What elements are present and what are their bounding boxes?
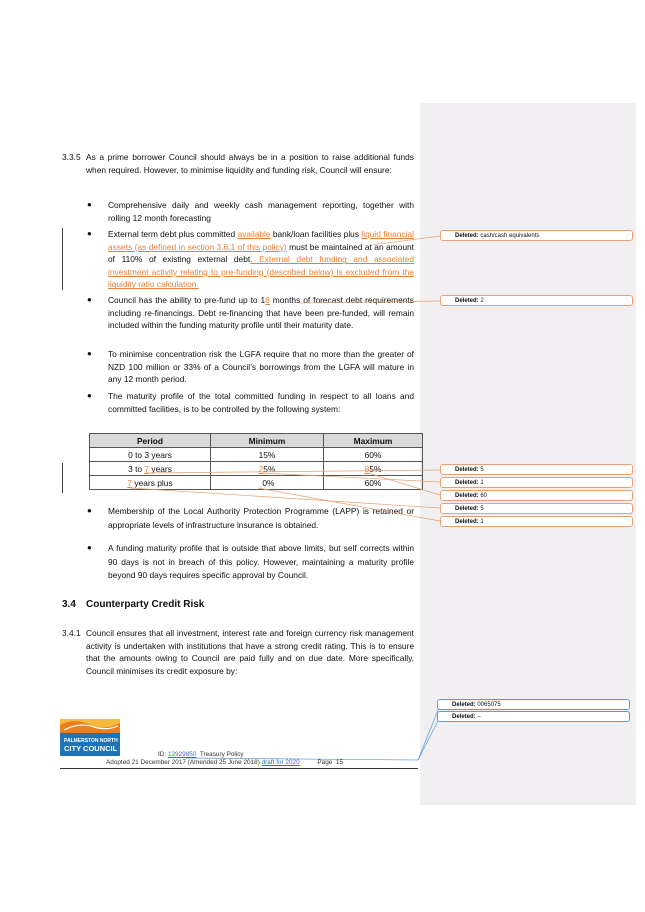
- comment-balloon[interactable]: [437, 699, 630, 710]
- footer-id-label: ID:: [158, 751, 167, 758]
- bullet-text: The maturity profile of the total committed funding in respect to all loans and committed facilities, is to be controlled by the following system:: [108, 391, 414, 414]
- text-run: 5%: [263, 463, 276, 474]
- comment-text: 0065075: [477, 702, 501, 708]
- footer-draft-text: draft for 2020: [261, 759, 300, 766]
- inserted-text: 8: [265, 295, 270, 305]
- table-header: Maximum: [324, 434, 423, 448]
- comment-balloon[interactable]: [440, 503, 633, 514]
- comment-text: 1: [480, 480, 484, 486]
- comment-balloon[interactable]: [437, 711, 630, 722]
- text-run: must be maintained at an amount of 110% of existing external debt: [108, 241, 414, 265]
- comment-text: 5: [480, 506, 484, 512]
- bullet-dot: ●: [87, 349, 92, 358]
- text-run: bank/loan facilities plus: [270, 229, 362, 239]
- comment-text: cash/cash equivalents: [480, 233, 540, 239]
- inserted-text: available: [237, 229, 271, 239]
- table-header: Minimum: [211, 434, 324, 448]
- comment-label: Deleted:: [455, 480, 479, 486]
- footer-id-link[interactable]: 12929850: [167, 751, 197, 758]
- inserted-text: 7: [144, 463, 150, 474]
- text-run: 3 to: [128, 463, 145, 474]
- comment-balloon[interactable]: [440, 464, 633, 475]
- text-run: years: [149, 463, 172, 474]
- text-run: External term debt plus committed: [108, 229, 238, 239]
- inserted-text: liquid financial assets (as defined in section 3.6.1 of this policy): [108, 229, 414, 252]
- comment-label: Deleted:: [455, 519, 479, 525]
- comment-text: 5: [480, 467, 484, 473]
- bullet-dot: ●: [87, 200, 92, 209]
- table-cell: 0 to 3 years: [90, 448, 211, 462]
- bullet-dot: ●: [87, 229, 92, 238]
- footer-rule: [60, 768, 418, 769]
- comment-text: 60: [480, 493, 488, 499]
- comment-label: Deleted:: [455, 506, 479, 512]
- comment-label: Deleted:: [452, 714, 476, 720]
- bullet-dot: ●: [87, 295, 92, 304]
- table-cell: 60%: [324, 448, 423, 462]
- footer-doc-title: Treasury Policy: [199, 751, 244, 758]
- bullet-text: Comprehensive daily and weekly cash management reporting, together with rolling 12 month forecasting: [108, 200, 414, 223]
- bullet-dot: ●: [87, 543, 92, 552]
- comment-balloon[interactable]: [440, 477, 633, 488]
- inserted-text: 7: [127, 477, 133, 488]
- comment-label: Deleted:: [455, 493, 479, 499]
- comment-balloon[interactable]: [440, 516, 633, 527]
- comment-text: –: [477, 714, 481, 720]
- text-run: 0%: [262, 477, 275, 488]
- text-run: Council has the ability to pre-fund up to 1: [108, 295, 266, 305]
- deletion-mark: ˌ: [259, 477, 263, 488]
- logo-graphic: [60, 719, 155, 756]
- logo-text-line1: PALMERSTON NORTH: [64, 738, 118, 744]
- text-run: months of forecast debt requirements including re-financings. Debt re-financing that have been pre-funded, will remain included within the funding maturity profile until their maturity date.: [108, 295, 414, 331]
- footer-page-label: Page: [317, 759, 333, 766]
- comment-balloon[interactable]: [440, 230, 633, 241]
- text-run: years plus: [132, 477, 173, 488]
- comment-balloon[interactable]: [440, 295, 633, 306]
- bullet-dot: ●: [87, 391, 92, 400]
- section-heading-number: 3.4: [62, 599, 76, 610]
- bullet-text: Membership of the Local Authority Protection Programme (LAPP) is retained or appropriate levels of infrastructure insurance is obtained.: [108, 506, 414, 530]
- footer-page-number: 15: [335, 759, 344, 766]
- table-cell: 60%: [324, 476, 423, 490]
- table-header: Period: [90, 434, 211, 448]
- section-number: 3.4.1: [62, 628, 81, 638]
- comment-label: Deleted:: [455, 298, 479, 304]
- section-heading-title: Counterparty Credit Risk: [86, 599, 205, 610]
- comment-balloon[interactable]: [440, 490, 633, 501]
- inserted-text: . External debt funding and associated investment activity relating to pre-funding (described below) is excluded from the liquidity ratio calculation.: [108, 254, 414, 290]
- section-intro-paragraph: As a prime borrower Council should always be in a position to raise additional funds when required. However, to minimise liquidity and funding risk, Council will ensure:: [86, 152, 414, 175]
- bullet-text: To minimise concentration risk the LGFA require that no more than the greater of NZD 100 million or 33% of a Council’s borrowings from the LGFA will mature in any 12 month period.: [108, 349, 414, 385]
- text-run: 5%: [369, 463, 382, 474]
- logo-text-line2: CITY COUNCIL: [64, 744, 118, 753]
- section-paragraph: Council ensures that all investment, interest rate and foreign currency risk management activity is undertaken with institutions that have a strong credit rating. This is to ensure that the amounts owing to Council are paid fully and on due date. More specifically, Council minimises its credit exposure by:: [86, 628, 414, 676]
- bullet-text: A funding maturity profile that is outside that above limits, but self corrects within 90 days is not in breach of this policy. However, maintaining a maturity profile beyond 90 days requires specific approval by Council.: [108, 543, 414, 580]
- comment-label: Deleted:: [455, 233, 479, 239]
- section-number: 3.3.5: [62, 152, 81, 162]
- comment-text: 2: [480, 298, 484, 304]
- comment-text: 1: [480, 519, 484, 525]
- inserted-text: 8: [364, 463, 370, 474]
- inserted-text: 2: [258, 463, 264, 474]
- footer-adopted-line: [106, 759, 343, 767]
- footer-id-line: [158, 751, 244, 759]
- bullet-dot: ●: [87, 506, 92, 515]
- comment-label: Deleted:: [455, 467, 479, 473]
- table-cell: 15%: [211, 448, 324, 462]
- comment-label: Deleted:: [452, 702, 476, 708]
- council-logo: [60, 719, 155, 756]
- footer-adopted-text: Adopted 21 December 2017 (Amended 25 June 2018): [106, 759, 260, 766]
